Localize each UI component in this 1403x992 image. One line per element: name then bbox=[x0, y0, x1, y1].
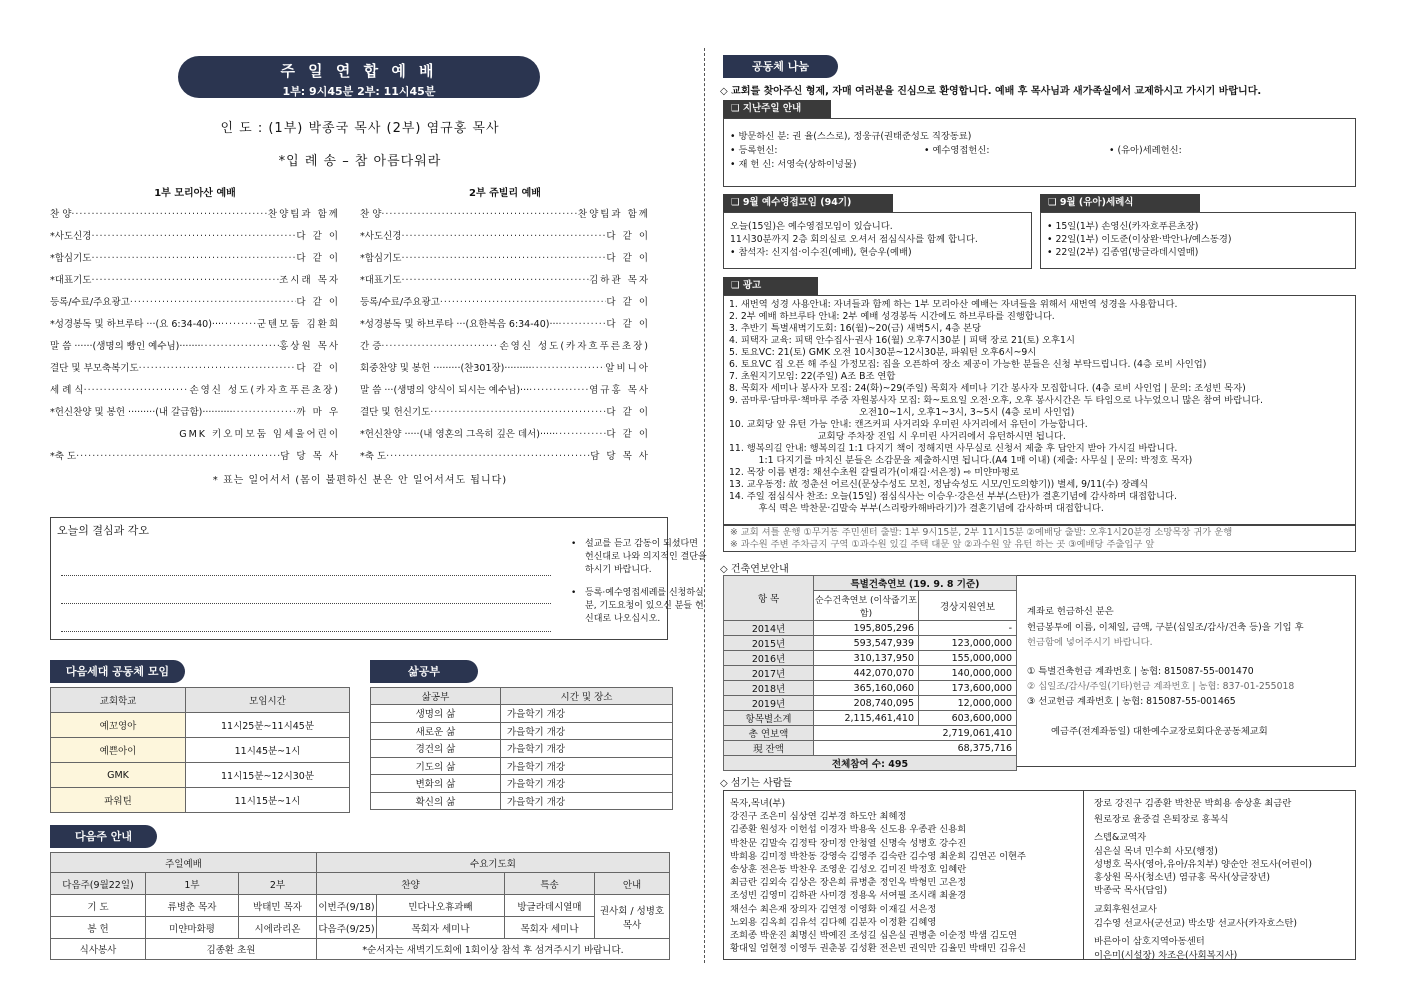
shepherd-line: 노외용 김옥희 김유석 김다혜 김분자 이정환 김혜영 bbox=[730, 916, 937, 928]
resolution-heading: 오늘의 결심과 각오 bbox=[57, 524, 150, 537]
service-order-item: *합심기도 bbox=[50, 253, 92, 264]
service-order-dots bbox=[381, 209, 578, 220]
nextgen-school: GMK bbox=[51, 763, 186, 788]
staff-line: 스텝&교역자 bbox=[1094, 832, 1147, 843]
building-title: ◇ 건축연보안내 bbox=[720, 564, 789, 575]
nextweek-cell: 민다나오휴과빼 bbox=[377, 895, 505, 917]
baptism-box bbox=[1040, 212, 1356, 269]
notice-box bbox=[723, 295, 1356, 525]
account-info-line: 헌금함에 넣어주시기 바랍니다. bbox=[1027, 637, 1153, 648]
service-order-row bbox=[360, 220, 650, 242]
service-order-item: 등록/수료/주요광고 bbox=[50, 297, 130, 308]
service-order-row bbox=[50, 220, 340, 242]
notice-item: 4. 피택자 교육: 피택 안수집사·권사 16(월) 오후7시30분 | 피택 장로 21(토) 오후1시 bbox=[729, 335, 1075, 346]
shepherd-line: 채선수 최은재 장의자 김연정 이영화 이재길 서은정 bbox=[730, 903, 937, 915]
shepherd-line: 황대일 엄현정 이영두 권춘봉 김성환 전은빈 권익만 김율민 박태민 김유신 bbox=[730, 943, 1027, 955]
building-year: 2014년 bbox=[724, 621, 814, 636]
lifestudy-header: 삶공부 bbox=[371, 688, 501, 705]
baptism-line: • 15일(1부) 손영신(카자흐푸른초장) bbox=[1047, 221, 1199, 232]
service-order-item: *합심기도 bbox=[360, 253, 402, 264]
service-order-item: *성경봉독 및 하브루타 ···(요 6:34-40)··· bbox=[50, 319, 221, 330]
baptism-tab: ❑ 9월 (유아)세례식 bbox=[1040, 194, 1200, 212]
lifestudy-table bbox=[370, 687, 673, 810]
notice-item: 14. 주일 점심식사 찬조: 오늘(15일) 점심식사는 이승우·강은선 부부(스탄)가 결혼기념에 감사하며 대접합니다. bbox=[729, 491, 1177, 502]
service-order-item: *사도신경 bbox=[50, 231, 92, 242]
nextweek-cell: 류병춘 목자 bbox=[146, 895, 239, 917]
building-pure-amount: 2,115,461,410 bbox=[814, 711, 919, 726]
building-pure-amount: 365,160,060 bbox=[814, 681, 919, 696]
service-order-person: 군텐모둠 김환희 bbox=[256, 319, 340, 330]
service-order-row bbox=[50, 396, 340, 418]
baptism-line: • 22일(2부) 김종엽(방글라데시열매) bbox=[1047, 247, 1199, 258]
service-order-person: 손영신 성도(카자흐푸른초장) bbox=[499, 341, 650, 352]
service2-heading: 2부 쥬빌리 예배 bbox=[469, 188, 541, 199]
service-order-row bbox=[50, 440, 340, 462]
service-order-dots bbox=[559, 319, 607, 330]
service-order-item: 말 씀 ···(생명의 양식이 되시는 예수님)··· bbox=[360, 385, 530, 396]
service-title-banner bbox=[178, 56, 540, 98]
building-row bbox=[724, 696, 1017, 711]
nextweek-wednesday-header: 수요기도회 bbox=[317, 853, 670, 873]
service-order-row bbox=[360, 396, 650, 418]
building-pure-amount: 442,070,070 bbox=[814, 666, 919, 681]
nextweek-sunday-header: 주일예배 bbox=[51, 853, 317, 873]
staff-box bbox=[1084, 790, 1356, 960]
service-order-person: 찬양팀과 함께 bbox=[577, 209, 650, 220]
resolution-bullet: • 등록·예수영접세례를 신청하실 분, 기도요청이 있으신 분들 헌신대로 나오십시오. bbox=[571, 587, 707, 626]
nextgen-title: 다음세대 공동체 모임 bbox=[50, 660, 185, 683]
resolution-bullets bbox=[571, 538, 707, 636]
staff-line: 성병호 목사(영아,유아/유치부) 양순안 전도사(어린이) bbox=[1094, 859, 1313, 870]
account-info-line: ② 십일조/감사/주일(기타)헌금 계좌번호 | 농협: 837-01-255018 bbox=[1027, 681, 1295, 692]
building-support-header: 경상지원연보 bbox=[919, 591, 1017, 621]
building-support-amount: 123,000,000 bbox=[919, 636, 1017, 651]
service-title: 주 일 연 합 예 배 bbox=[280, 62, 438, 80]
service-order-dots bbox=[76, 451, 280, 462]
service-order-dots bbox=[386, 451, 590, 462]
notice-item: 9. 곰마루·담마루·책마루 주중 자원봉사자 모집: 화~토요일 오전·오후, 오후 봉사시간은 두 타임으로 나누었으니 많은 참여 바랍니다. bbox=[729, 395, 1263, 406]
lifestudy-schedule: 가을학기 개강 bbox=[501, 792, 673, 810]
lifestudy-schedule: 가을학기 개강 bbox=[501, 722, 673, 740]
service-order-dots bbox=[91, 231, 296, 242]
page-divider bbox=[704, 48, 705, 963]
building-support-amount: 140,000,000 bbox=[919, 666, 1017, 681]
nextgen-school: 파워틴 bbox=[51, 788, 186, 813]
opening-hymn: *입 례 송 – 참 아름다워라 bbox=[278, 154, 442, 169]
service-leader: 인 도 : (1부) 박종국 목사 (2부) 염규홍 목사 bbox=[220, 121, 500, 136]
building-support-amount: 603,600,000 bbox=[919, 711, 1017, 726]
service-order-row bbox=[50, 286, 340, 308]
service-order-row bbox=[360, 330, 650, 352]
service-order-person: 찬양팀과 함께 bbox=[267, 209, 340, 220]
service-order-row bbox=[360, 418, 650, 440]
notice-item: 10. 교회당 앞 유턴 가능 안내: 캔즈커피 사거리와 우미린 사거리에서 유턴이 가능합니다. bbox=[729, 419, 1088, 430]
service-order-person: 다 같 이 bbox=[296, 231, 340, 242]
service-order-row bbox=[50, 418, 340, 440]
staff-line: 장로 강진구 김종환 박찬문 박희용 송상훈 최금란 bbox=[1094, 798, 1292, 809]
registration: • 등록헌신: bbox=[730, 145, 778, 156]
building-total: 2,719,061,410 bbox=[814, 726, 1017, 741]
nextgen-time: 11시25분~11시45분 bbox=[186, 713, 350, 738]
nextweek-2nd-header: 2부 bbox=[239, 873, 317, 895]
meal-service-note: *순서자는 새벽기도회에 1회이상 참석 후 섬겨주시기 바랍니다. bbox=[317, 939, 670, 960]
service-order-person: 김하관 목자 bbox=[589, 275, 650, 286]
nextweek-role: 기 도 bbox=[51, 895, 146, 917]
service-order-person: 담 당 목 사 bbox=[590, 451, 650, 462]
community-title: 공동체 나눔 bbox=[723, 55, 838, 78]
building-pure-amount: 208,740,095 bbox=[814, 696, 919, 711]
resolution-bullet: • 설교를 듣고 감동이 되셨다면 헌신대로 나와 의지적인 결단을 하시기 바랍니다. bbox=[571, 538, 707, 577]
account-info-line: ① 특별건축헌금 계좌번호 | 농협: 815087-55-001470 bbox=[1027, 666, 1254, 677]
notice-item: 13. 교우동정: 故 정춘선 어르신(문상수성도 모친, 정남숙성도 시모/인도의향기)) 별세, 9/11(수) 장례식 bbox=[729, 479, 1149, 490]
accept-meeting-line: • 참석자: 신지섭·이수진(예배), 현승우(예배) bbox=[730, 247, 912, 258]
service-order-dots bbox=[555, 429, 606, 440]
notice-item: 3. 추반기 특별새벽기도회: 16(월)~20(금) 새벽5시, 4층 본당 bbox=[729, 323, 982, 334]
nextweek-cell: 목회자 세미나 bbox=[505, 917, 595, 939]
service-order-person: 담 당 목 사 bbox=[280, 451, 340, 462]
notice-footer bbox=[723, 525, 1356, 552]
standing-note: * 표는 일어서서 (몸이 불편하신 분은 안 일어서셔도 됩니다) bbox=[212, 475, 508, 486]
building-year: 2018년 bbox=[724, 681, 814, 696]
service-order-item: *사도신경 bbox=[360, 231, 402, 242]
staff-line: 홍상원 목사(청소년) 염규홍 목사(상글장년) bbox=[1094, 872, 1271, 883]
staff-line: 바른아이 삼호지역아동센터 bbox=[1094, 936, 1205, 947]
service-order-dots bbox=[430, 407, 606, 418]
service-order-item: 결단 및 헌신기도 bbox=[360, 407, 431, 418]
notice-item: 11. 행복의길 안내: 행복의길 1:1 다지기 책이 정해지면 사무실로 신청서 제출 후 답안지 받아 가시길 바랍니다. bbox=[729, 443, 1178, 454]
shepherd-line: 박찬문 김말숙 김정탁 장미정 안청열 신명숙 성병호 강수진 bbox=[730, 837, 967, 849]
service-order-dots bbox=[440, 297, 607, 308]
building-total-label: 총 연보액 bbox=[724, 726, 814, 741]
service-order-row bbox=[360, 264, 650, 286]
service-times: 1부: 9시45분 2부: 11시45분 bbox=[282, 85, 436, 98]
nextweek-table bbox=[50, 852, 670, 960]
lifestudy-schedule: 가을학기 개강 bbox=[501, 757, 673, 775]
resolution-box bbox=[50, 517, 707, 640]
service-order-dots bbox=[139, 363, 297, 374]
service-order-dots bbox=[91, 275, 279, 286]
service-order-item: 등록/수료/주요광고 bbox=[360, 297, 440, 308]
service-order-row bbox=[50, 242, 340, 264]
service-order-dots bbox=[221, 319, 257, 330]
nextweek-cell: 박태민 목자 bbox=[239, 895, 317, 917]
building-support-amount: 12,000,000 bbox=[919, 696, 1017, 711]
notice-item: 오전10~1시, 오후1~3시, 3~5시 (4층 로비 사인업) bbox=[729, 407, 1075, 418]
service-order-person: GMK 키오미모둠 임세울어린이 bbox=[179, 429, 340, 440]
accept-jesus: • 예수영접헌신: bbox=[924, 145, 990, 156]
nextweek-guide: 권사회 / 성병호 목사 bbox=[595, 895, 670, 939]
nextgen-time: 11시15분~1시 bbox=[186, 788, 350, 813]
service-order-item: 찬 양 bbox=[50, 209, 72, 220]
notice-item: 1:1 다지기를 마치신 분들은 소감문을 제출하시면 됩니다.(A4 1매 이내) (제출: 사무실 | 문의: 박정호 목자) bbox=[729, 455, 1193, 466]
building-pure-header: 순수건축연보 (이삭줍기포함) bbox=[814, 591, 919, 621]
building-balance-label: 現 잔액 bbox=[724, 741, 814, 756]
shepherd-line: 강진구 조은미 심상연 김부경 하도안 최혜정 bbox=[730, 811, 907, 823]
service-order-item: 세 례 식 bbox=[50, 385, 84, 396]
welcome-message: ◇ 교회를 찾아주신 형제, 자매 여러분을 진심으로 환영합니다. 예배 후 목사님과 새가족실에서 교제하시고 가시기 바랍니다. bbox=[720, 86, 1262, 97]
nextgen-header: 교회학교 bbox=[51, 688, 186, 713]
shepherd-line: 조희종 박운진 최명신 박예진 조성길 심은실 권병춘 이순정 박샘 김도연 bbox=[730, 930, 1018, 941]
lifestudy-course: 새로운 삶 bbox=[371, 722, 501, 740]
building-row bbox=[724, 666, 1017, 681]
nextweek-cell: 이번주(9/18) bbox=[317, 895, 377, 917]
notice-item: 12. 목장 이름 변경: 채선수초원 갈릴리가(이재길·서은정) ⇨ 미얀마평로 bbox=[729, 467, 1020, 478]
service-order-item: *축 도 bbox=[360, 451, 387, 462]
nextweek-guide-header: 안내 bbox=[595, 873, 670, 895]
service-order-person: 손영신 성도(카자흐푸른초장) bbox=[189, 385, 340, 396]
service-order-row bbox=[50, 352, 340, 374]
service-order-person: 다 같 이 bbox=[606, 253, 650, 264]
notice-tab: ❑ 광고 bbox=[723, 277, 818, 295]
building-year: 2015년 bbox=[724, 636, 814, 651]
notice-item: 1. 새번역 성경 사용안내: 자녀들과 함께 하는 1부 모리아산 예배는 자녀들을 위해서 새번역 성경을 사용합니다. bbox=[729, 299, 1178, 310]
nextgen-header: 모임시간 bbox=[186, 688, 350, 713]
accept-meeting-box bbox=[723, 212, 1032, 269]
account-info-line: 헌금봉투에 이름, 이체일, 금액, 구분(십일조/감사/건축 등)을 기입 후 bbox=[1027, 622, 1304, 633]
lifestudy-course: 기도의 삶 bbox=[371, 757, 501, 775]
service-order-row bbox=[50, 198, 340, 220]
service-order-item: *대표기도 bbox=[50, 275, 92, 286]
servers-title: ◇ 섬기는 사람들 bbox=[720, 778, 793, 789]
service-order-row bbox=[360, 374, 650, 396]
shepherd-line: 조성빈 김영미 김하관 사미경 정용옥 서여필 조시래 최윤경 bbox=[730, 890, 967, 902]
service-order-dots bbox=[84, 385, 190, 396]
last-week-tab: ❑ 지난주일 안내 bbox=[723, 100, 831, 118]
building-support-amount: - bbox=[919, 621, 1017, 636]
service-order-row bbox=[50, 264, 340, 286]
service-order-item: 말 씀 ······(생명의 빵인 예수님)······· bbox=[50, 341, 201, 352]
building-year: 2019년 bbox=[724, 696, 814, 711]
service-order-row bbox=[50, 374, 340, 396]
building-pure-amount: 195,805,296 bbox=[814, 621, 919, 636]
service-order-row bbox=[360, 352, 650, 374]
staff-line: 교회후원선교사 bbox=[1094, 904, 1157, 915]
building-balance: 68,375,716 bbox=[814, 741, 1017, 756]
account-holder: 예금주(전계좌동일) 대한예수교장로회다운공동체교회 bbox=[1051, 726, 1268, 737]
service2-order bbox=[360, 198, 650, 462]
building-support-amount: 155,000,000 bbox=[919, 651, 1017, 666]
notice-item: 7. 초원지기모임: 22(주일) A조 B조 연합 bbox=[729, 371, 896, 382]
account-info-box bbox=[1017, 575, 1356, 767]
nextgen-school: 예꼬영아 bbox=[51, 713, 186, 738]
service-order-item: *성경봉독 및 하브루타 ···(요한복음 6:34-40)··· bbox=[360, 319, 559, 330]
service-order-row bbox=[360, 198, 650, 220]
building-row bbox=[724, 681, 1017, 696]
account-info-line: 계좌로 헌금하신 분은 bbox=[1027, 606, 1114, 617]
meal-service: 김종환 초원 bbox=[146, 939, 317, 960]
building-row bbox=[724, 711, 1017, 726]
service-order-row bbox=[50, 330, 340, 352]
nextweek-cell: 방글라데시열매 bbox=[505, 895, 595, 917]
notice-item: 2. 2부 예배 하브루타 안내: 2부 예배 성경봉독 시간에도 하브루타를 진행합니다. bbox=[729, 311, 1055, 322]
building-pure-amount: 310,137,950 bbox=[814, 651, 919, 666]
nextweek-role: 봉 헌 bbox=[51, 917, 146, 939]
service-order-dots bbox=[381, 341, 499, 352]
service-order-item: *헌신찬양 ·····(내 영혼의 그윽히 깊은 데서)····· bbox=[360, 429, 556, 440]
service-order-person: 조시래 목자 bbox=[279, 275, 340, 286]
building-row bbox=[724, 651, 1017, 666]
staff-line: 김수영 선교사(군선교) 박소망 선교사(카자흐스탄) bbox=[1094, 918, 1297, 929]
service-order-row bbox=[360, 440, 650, 462]
service-order-item: 간 증 bbox=[360, 341, 382, 352]
building-row bbox=[724, 621, 1017, 636]
meal-service-label: 식사봉사 bbox=[51, 939, 146, 960]
notice-item: 6. 토요VC 집 오픈 해 주실 가정모집: 집을 오픈하여 장소 제공이 가능한 분들은 신청 부탁드립니다. (4층 로비 사인업) bbox=[729, 359, 1207, 370]
nextweek-1st-header: 1부 bbox=[146, 873, 239, 895]
staff-line: 심은실 목녀 민수희 사모(행정) bbox=[1094, 846, 1218, 857]
service-order-person: 알비니아 bbox=[605, 363, 650, 374]
service-order-person: 까 마 우 bbox=[296, 407, 340, 418]
lifestudy-course: 경건의 삶 bbox=[371, 740, 501, 758]
building-support-amount: 173,600,000 bbox=[919, 681, 1017, 696]
service-order-person: 다 같 이 bbox=[606, 407, 650, 418]
service-order-person: 다 같 이 bbox=[606, 319, 650, 330]
service-order-person: 다 같 이 bbox=[296, 253, 340, 264]
service1-heading: 1부 모리아산 예배 bbox=[154, 188, 236, 199]
lifestudy-course: 확신의 삶 bbox=[371, 792, 501, 810]
notice-item: 후식 떡은 박찬문·김말숙 부부(스리랑카해바라기)가 결혼기념에 감사하며 대접합니다. bbox=[729, 503, 1104, 514]
lifestudy-course: 생명의 삶 bbox=[371, 705, 501, 723]
building-year: 2016년 bbox=[724, 651, 814, 666]
notice-item: 5. 토요VC: 21(토) GMK 오전 10시30분~12시30분, 파워틴 오후6시~9시 bbox=[729, 347, 1037, 358]
lifestudy-schedule: 가을학기 개강 bbox=[501, 705, 673, 723]
service-order-row bbox=[360, 242, 650, 264]
building-special-header: 특별건축연보 (19. 9. 8 기준) bbox=[814, 576, 1017, 591]
building-pure-amount: 593,547,939 bbox=[814, 636, 919, 651]
staff-line: 박종국 목사(담임) bbox=[1094, 885, 1168, 896]
nextweek-cell: 시에라리온 bbox=[239, 917, 317, 939]
service-order-dots bbox=[401, 275, 589, 286]
service-order-dots bbox=[529, 385, 589, 396]
service-order-dots bbox=[233, 407, 297, 418]
building-item-header: 항 목 bbox=[724, 576, 814, 621]
visitors: • 방문하신 분: 권 율(스스로), 정웅규(권태준성도 직장동료) bbox=[730, 131, 972, 142]
baptism-dedication: • (유아)세례헌신: bbox=[1109, 145, 1182, 156]
lifestudy-title: 삶공부 bbox=[370, 660, 478, 683]
building-participants: 전체참여 수: 495 bbox=[724, 756, 1017, 771]
shepherd-line: 목자,목녀(부) bbox=[730, 798, 786, 809]
shuttle-info: ※ 교회 셔틀 운행 ①무거동 주민센터 출발: 1부 9시15분, 2부 11시15분 ②예배당 출발: 오후1시20분경 소망목장 귀가 운행 bbox=[730, 527, 1233, 538]
shepherds-box bbox=[723, 790, 1084, 960]
lifestudy-course: 변화의 삶 bbox=[371, 775, 501, 793]
service-order-person: 다 같 이 bbox=[296, 297, 340, 308]
building-year: 2017년 bbox=[724, 666, 814, 681]
nextweek-date-header: 다음주(9월22일) bbox=[51, 873, 146, 895]
lifestudy-schedule: 가을학기 개강 bbox=[501, 740, 673, 758]
nextweek-cell: 미얀마화평 bbox=[146, 917, 239, 939]
service-order-person: 홍상원 목사 bbox=[279, 341, 340, 352]
service-order-dots bbox=[71, 209, 268, 220]
service-order-dots bbox=[130, 297, 297, 308]
nextweek-praise-header: 찬양 bbox=[317, 873, 505, 895]
service-order-dots bbox=[201, 341, 280, 352]
service-order-dots bbox=[401, 253, 606, 264]
building-table bbox=[723, 575, 1017, 771]
service1-order bbox=[50, 198, 340, 462]
parking-info: ※ 과수원 주변 주차금지 구역 ①과수원 있길 주택 대문 앞 ②과수원 앞 유턴 하는 곳 ③예배당 주출입구 앞 bbox=[730, 539, 1155, 550]
nextgen-table bbox=[50, 687, 350, 813]
service-order-item: 찬 양 bbox=[360, 209, 382, 220]
lifestudy-header: 시간 및 장소 bbox=[501, 688, 673, 705]
shepherd-line: 송상훈 전은동 박찬우 조영운 김성오 김미진 박정호 임혜란 bbox=[730, 864, 967, 875]
service-order-person: 다 같 이 bbox=[606, 297, 650, 308]
shepherd-line: 김종환 원성자 이헌섭 이경자 박용욱 신도용 우종관 신용희 bbox=[730, 824, 967, 836]
service-order-person: 다 같 이 bbox=[606, 231, 650, 242]
notice-item: 8. 목회자 세미나 봉사자 모집: 24(화)~29(주일) 목회자 세미나 기간 봉사자 모집합니다. (4층 로비 사인업 | 문의: 조성빈 목자) bbox=[729, 383, 1246, 394]
service-order-person: 다 같 이 bbox=[296, 363, 340, 374]
last-week-box bbox=[723, 118, 1356, 187]
service-order-person: 다 같 이 bbox=[606, 429, 650, 440]
resolution-lines bbox=[61, 548, 551, 632]
service-order-row bbox=[360, 308, 650, 330]
rededication: • 재 헌 신: 서영숙(상하이넝물) bbox=[730, 159, 857, 170]
shepherd-line: 박희용 김미정 박찬동 강영숙 김영주 김숙란 김수영 최운희 김연곤 이현주 bbox=[730, 850, 1027, 862]
service-order-item: 결단 및 부모축복기도 bbox=[50, 363, 139, 374]
accept-meeting-tab: ❑ 9월 예수영접모임 (94기) bbox=[723, 194, 893, 212]
building-year: 항목별소계 bbox=[724, 711, 814, 726]
service-order-dots bbox=[401, 231, 606, 242]
service-order-item: 회중찬양 및 봉헌 ·········(찬301장)········· bbox=[360, 363, 532, 374]
service-order-item: *축 도 bbox=[50, 451, 77, 462]
service-order-row bbox=[50, 308, 340, 330]
notice-item: 교회당 주차장 진입 시 우미린 사거리에서 유턴하시면 됩니다. bbox=[729, 431, 1066, 442]
accept-meeting-line: 11시30분까지 2층 회의실로 오셔서 점심식사를 함께 합니다. bbox=[730, 234, 978, 245]
shepherd-line: 최금란 김외숙 김상은 장은희 류병춘 정인옥 박형민 고은정 bbox=[730, 877, 967, 889]
baptism-line: • 22일(1부) 이도준(이상완·박안나/예스동경) bbox=[1047, 234, 1232, 245]
nextweek-cell: 목회자 세미나 bbox=[377, 917, 505, 939]
staff-line: 이은미(시설장) 차조은(사회복지사) bbox=[1094, 950, 1238, 961]
nextweek-cell: 다음주(9/25) bbox=[317, 917, 377, 939]
account-info-line: ③ 선교헌금 계좌번호 | 농협: 815087-55-001465 bbox=[1027, 696, 1236, 707]
nextweek-special-header: 특송 bbox=[505, 873, 595, 895]
service-order-dots bbox=[532, 363, 606, 374]
service-order-item: *대표기도 bbox=[360, 275, 402, 286]
nextweek-title: 다음주 안내 bbox=[50, 825, 157, 848]
lifestudy-schedule: 가을학기 개강 bbox=[501, 775, 673, 793]
accept-meeting-line: 오늘(15일)은 예수영접모임이 있습니다. bbox=[730, 221, 893, 232]
nextgen-time: 11시45분~1시 bbox=[186, 738, 350, 763]
staff-line: 원로장로 윤중걸 은퇴장로 홍복식 bbox=[1094, 814, 1229, 825]
building-row bbox=[724, 636, 1017, 651]
service-order-row bbox=[360, 286, 650, 308]
service-order-person: 염규홍 목사 bbox=[589, 385, 650, 396]
nextgen-school: 예쁜아이 bbox=[51, 738, 186, 763]
service-order-dots bbox=[91, 253, 296, 264]
service-order-item: *헌신찬양 및 봉헌 ·········(내 갈급함)·········· bbox=[50, 407, 233, 418]
nextgen-time: 11시15분~12시30분 bbox=[186, 763, 350, 788]
